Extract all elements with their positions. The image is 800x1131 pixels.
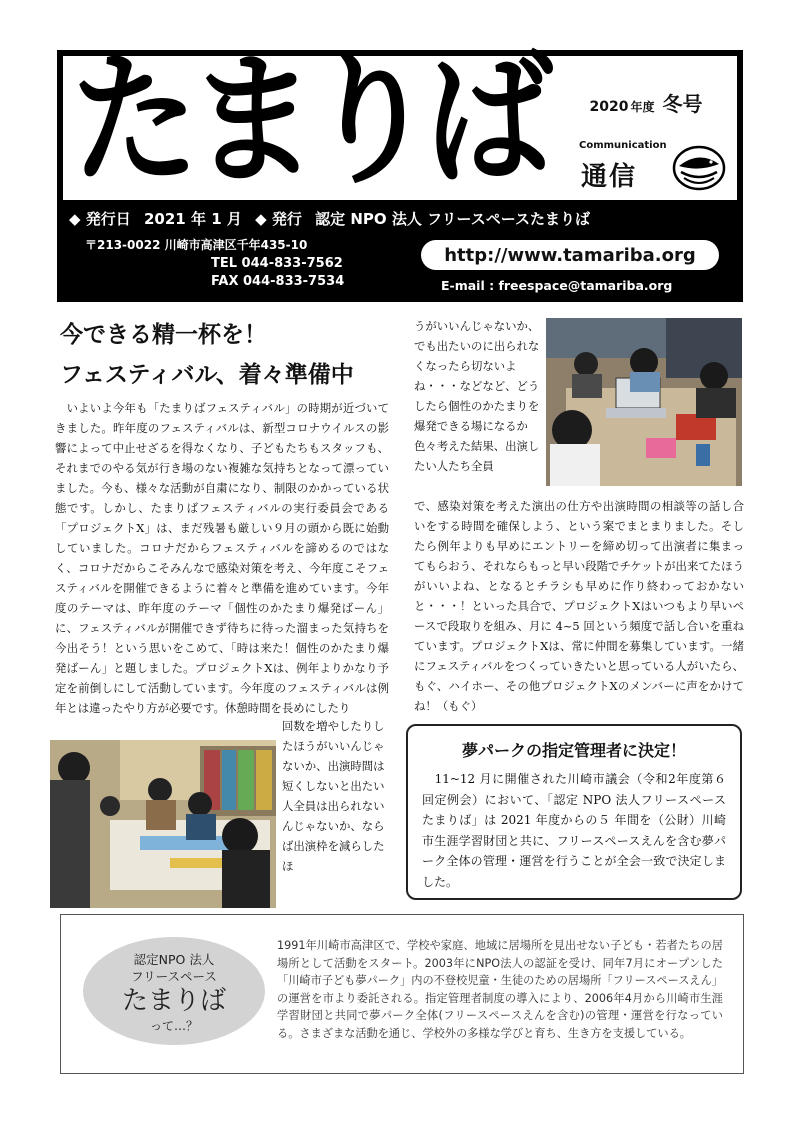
masthead-title-panel <box>63 37 737 205</box>
newsletter-logo: たまりば <box>71 37 544 205</box>
issue-unit: 年度 <box>630 100 655 114</box>
about-oval-badge <box>83 937 265 1045</box>
article-right-column: で、感染対策を考えた演出の仕方や出演時間の相談等の話し合いをする時間を確保しよう、という案でまとまりました。そしたら例年よりも早めにエントリーを締め切って出演者に集まってもらおう、それならもっと早い段階でチケットが出来てたほうがいいよね、となるとチラシも早めに作り終わっておかないと・・・！といった具合で、プロジェクトXはいつもより早いペースで段取りを組み、月に 4~5 回という頻度で話し合いを重ねています。プロジェクトXは、常に仲間を募集しています。一緒にフェスティバルをつくっていきたいと思っている人がいたら、もぐ、ハイホー、その他プロジェクトXのメンバーに声をかけてね！（もぐ） <box>414 499 744 713</box>
issue-year: 2020 <box>589 99 629 115</box>
about-description: 1991年川崎市高津区で、学校や家庭、地域に居場所を見出せない子ども・若者たちの居場所として活動をスタート。2003年にNPO法人の認証を受け、同年7月にオープンした「川崎市子ども夢パーク」内の不登校児童・生徒のための居場所「フリースペースえん」の運営を市より委託される。指定管理者制度の導入により、2006年4月から川崎市生涯学習財団と共同で夢パーク全体(フリースペースえんを含む)の管理・運営を行なっている。さまざまな活動を通じ、学校外の多様な学びと育ち、生き方を支援している。 <box>277 939 723 1040</box>
yume-park-notice <box>406 724 742 900</box>
about-tamariba-box <box>60 914 744 1074</box>
article-left-wrap-column: 回数を増やしたりしたほうがいいんじゃないか、出演時間は短くしないと出たい人全員は出られないんじゃないか、ならば出演枠を減らしたほ <box>282 719 385 873</box>
telephone: TEL 044-833-7562 <box>211 256 343 271</box>
oval-line-name: たまりば <box>121 986 226 1016</box>
tsushin-label: 通信 <box>581 162 638 192</box>
oval-line-question: って…？ <box>149 1019 198 1033</box>
issue-season: 冬号 <box>662 92 703 116</box>
article-subheadline: フェスティバル、着々準備中 <box>60 362 354 388</box>
oval-line-freespace: フリースペース <box>131 969 217 984</box>
masthead <box>57 37 743 302</box>
notice-body: 11~12 月に開催された川崎市議会（令和2年度第６回定例会）において、「認定 NPO 法人フリースペースたまりば」は 2021 年度からの５ 年間を（公財）川崎市生涯学習財団と共に、フリースペースえんを含む夢パーク全体の管理・運営を行うことが全会一致で決定しました。 <box>422 772 726 889</box>
website-url[interactable]: http://www.tamariba.org <box>421 240 719 270</box>
issue-info-row <box>69 208 598 229</box>
email-address[interactable]: E-mail : freespace@tamariba.org <box>441 278 673 293</box>
workshop-photo <box>50 740 276 908</box>
notice-title: 夢パークの指定管理者に決定！ <box>461 741 686 760</box>
fax: FAX 044-833-7534 <box>211 274 345 289</box>
publisher-name: 認定 NPO 法人 フリースペースたまりば <box>315 210 590 228</box>
fish-logo-icon <box>671 142 727 192</box>
meeting-photo <box>546 318 742 486</box>
article-left-column: いよいよ今年も「たまりばフェスティバル」の時期が近づいてきました。昨年度のフェスティバルは、新型コロナウイルスの影響によって中止せざるを得なくなり、子どもたちもスタッフも、それまでのやる気が行き場のない複雑な気持ちとなって漂っていました。今も、様々な活動が自粛になり、制限のかかっている状態です。しかし、たまりばフェスティバルの実行委員会である「プロジェクトX」は、まだ残暑も厳しい９月の頭から既に始動していました。コロナだからフェスティバルを諦めるのではなく、コロナだからこそみんなで感染対策を考え、今年度こそフェスティバルを開催できるように着々と準備を進めています。今年度のテーマは、昨年度のテーマ「個性のかたまり爆発ばーん」に、フェスティバルが開催できず待ちに待った溜まった気持ちを今出そう！という思いをこめて、「時は来た！個性のかたまり爆発ばーん」と題しました。プロジェクトXは、例年よりかなり予定を前倒しにして活動しています。今年度のフェスティバルは例年とは違ったやり方が必要です。休憩時間を長めにしたり <box>55 401 389 715</box>
article-right-top-column: うがいいんじゃないか、でも出たいのに出られなくなったら切ないよね・・・などなど、どうしたら個性のかたまりを爆発できる場になるか色々考えた結果、出演したい人たち全員 <box>414 319 540 473</box>
issue-date-label: ◆ 発行日 <box>69 210 131 228</box>
postal-address: 〒213-0022 川崎市高津区千年435-10 <box>85 238 308 252</box>
issue-date: 2021 年 1 月 <box>144 210 242 228</box>
article-headline: 今できる精一杯を！ <box>60 322 267 348</box>
communication-label: Communication <box>579 140 667 151</box>
oval-line-npo: 認定NPO 法人 <box>133 952 215 967</box>
issue-badge <box>569 82 723 122</box>
publisher-label: ◆ 発行 <box>255 210 302 228</box>
